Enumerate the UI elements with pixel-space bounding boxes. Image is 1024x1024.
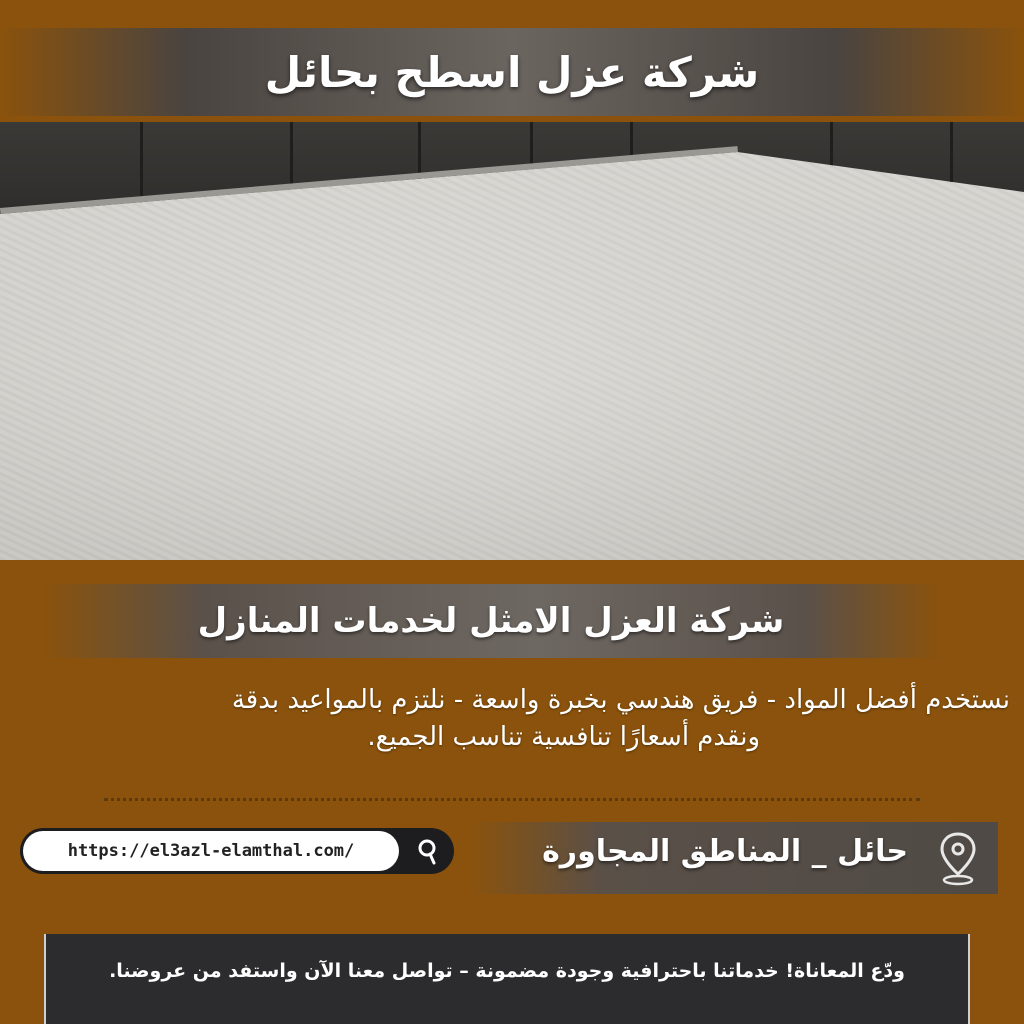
subtitle: شركة العزل الامثل لخدمات المنازل	[197, 601, 785, 641]
subtitle-banner	[42, 584, 940, 658]
title-banner	[0, 28, 1024, 116]
map-pin-icon	[934, 828, 982, 888]
location-banner	[470, 822, 998, 894]
parapet-wall	[0, 122, 1024, 232]
website-url[interactable]: https://el3azl-elamthal.com/	[67, 841, 355, 861]
page-title: شركة عزل اسطح بحائل	[264, 47, 760, 97]
description	[10, 682, 1010, 756]
location-text: حائل _ المناطق المجاورة	[542, 834, 908, 869]
dotted-divider	[104, 798, 920, 801]
website-box[interactable]	[20, 828, 454, 874]
description-line-1: نستخدم أفضل المواد - فريق هندسي بخبرة واسعة - نلتزم بالمواعيد بدقة	[231, 685, 1010, 715]
website-url-field[interactable]	[23, 831, 399, 871]
roof-photo	[0, 122, 1024, 560]
description-line-2: ونقدم أسعارًا تنافسية تناسب الجميع.	[367, 722, 760, 752]
footer-text: ودّع المعاناة! خدماتنا باحترافية وجودة مضمونة – تواصل معنا الآن واستفد من عروضنا.	[109, 960, 905, 982]
search-icon[interactable]	[410, 836, 446, 866]
footer-banner	[44, 934, 970, 1024]
